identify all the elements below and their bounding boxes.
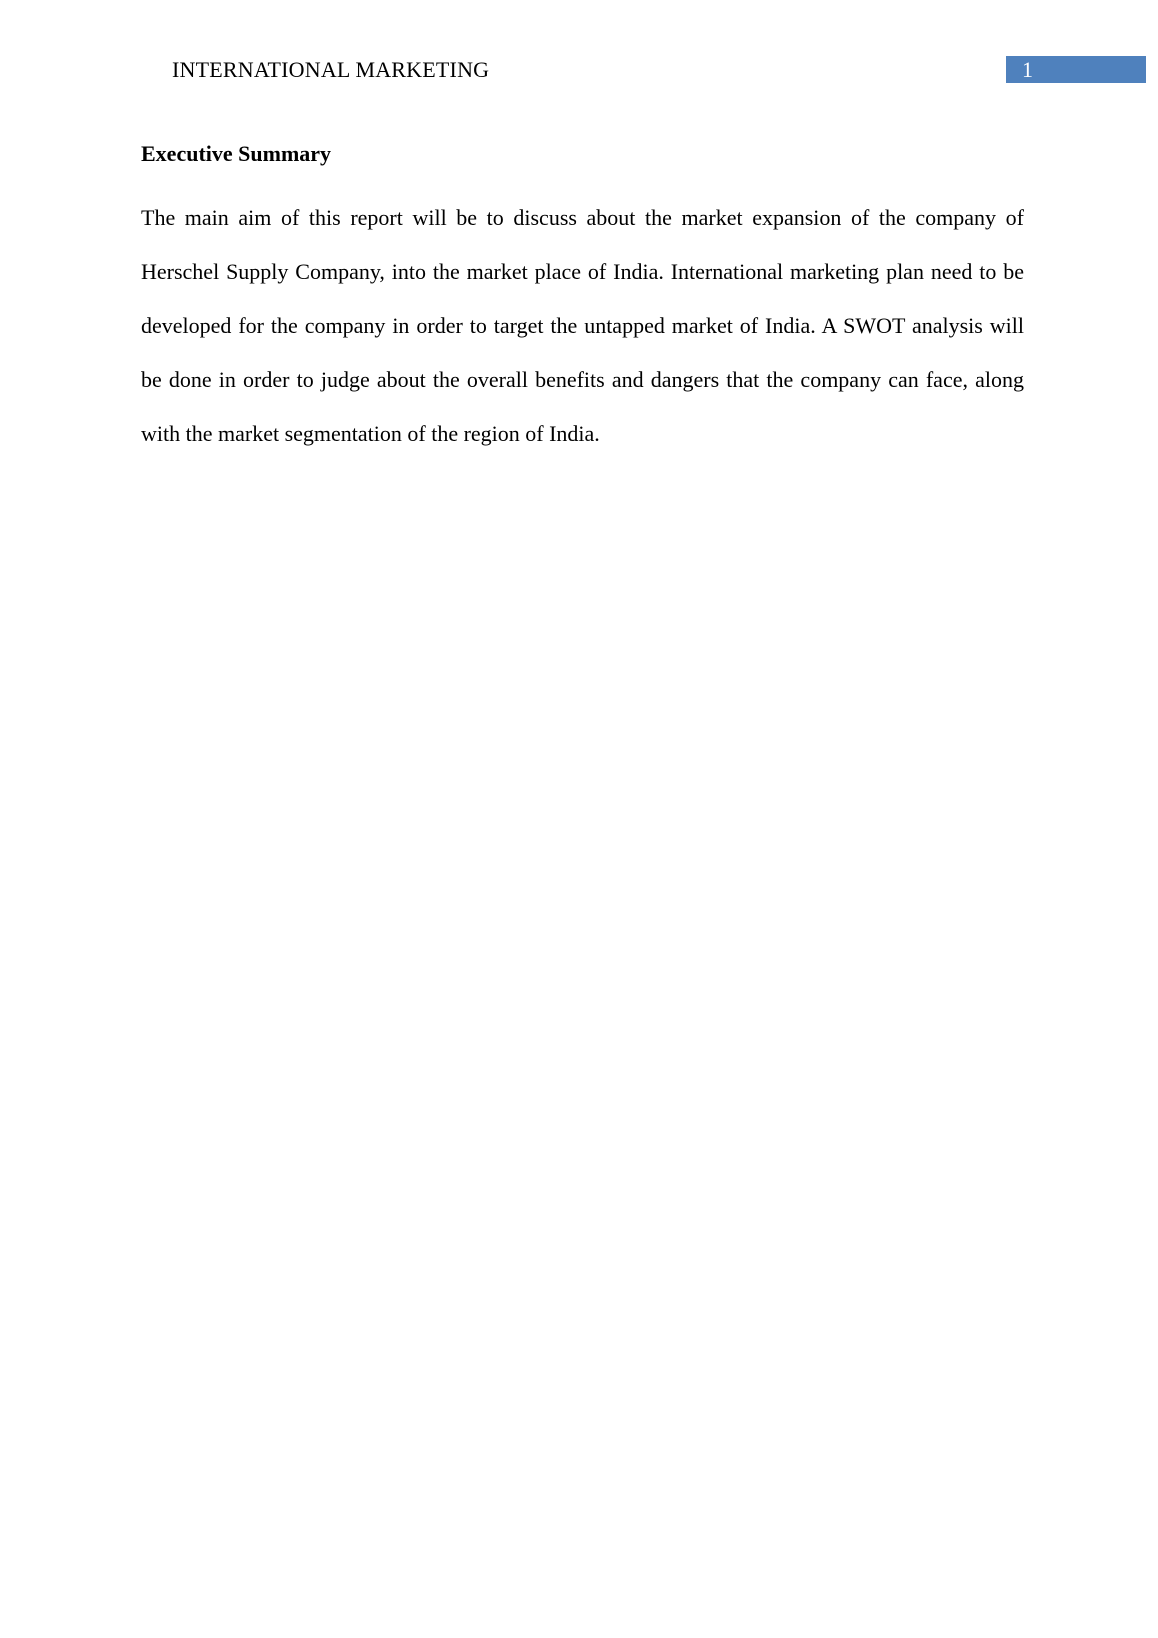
- running-head: INTERNATIONAL MARKETING: [172, 57, 490, 82]
- summary-paragraph: The main aim of this report will be to discuss about the market expansion of the company of Herschel Supply Company, into the market place of India. International marketing plan need to be developed for the company in order to target the untapped market of India. A SWOT analysis will be done in order to judge about the overall benefits and dangers that the company can face, along with the market segmentation of the region of India.: [141, 205, 1024, 446]
- page-number-box: [1006, 56, 1146, 83]
- page-number: 1: [1022, 57, 1033, 82]
- section-heading: Executive Summary: [141, 141, 332, 166]
